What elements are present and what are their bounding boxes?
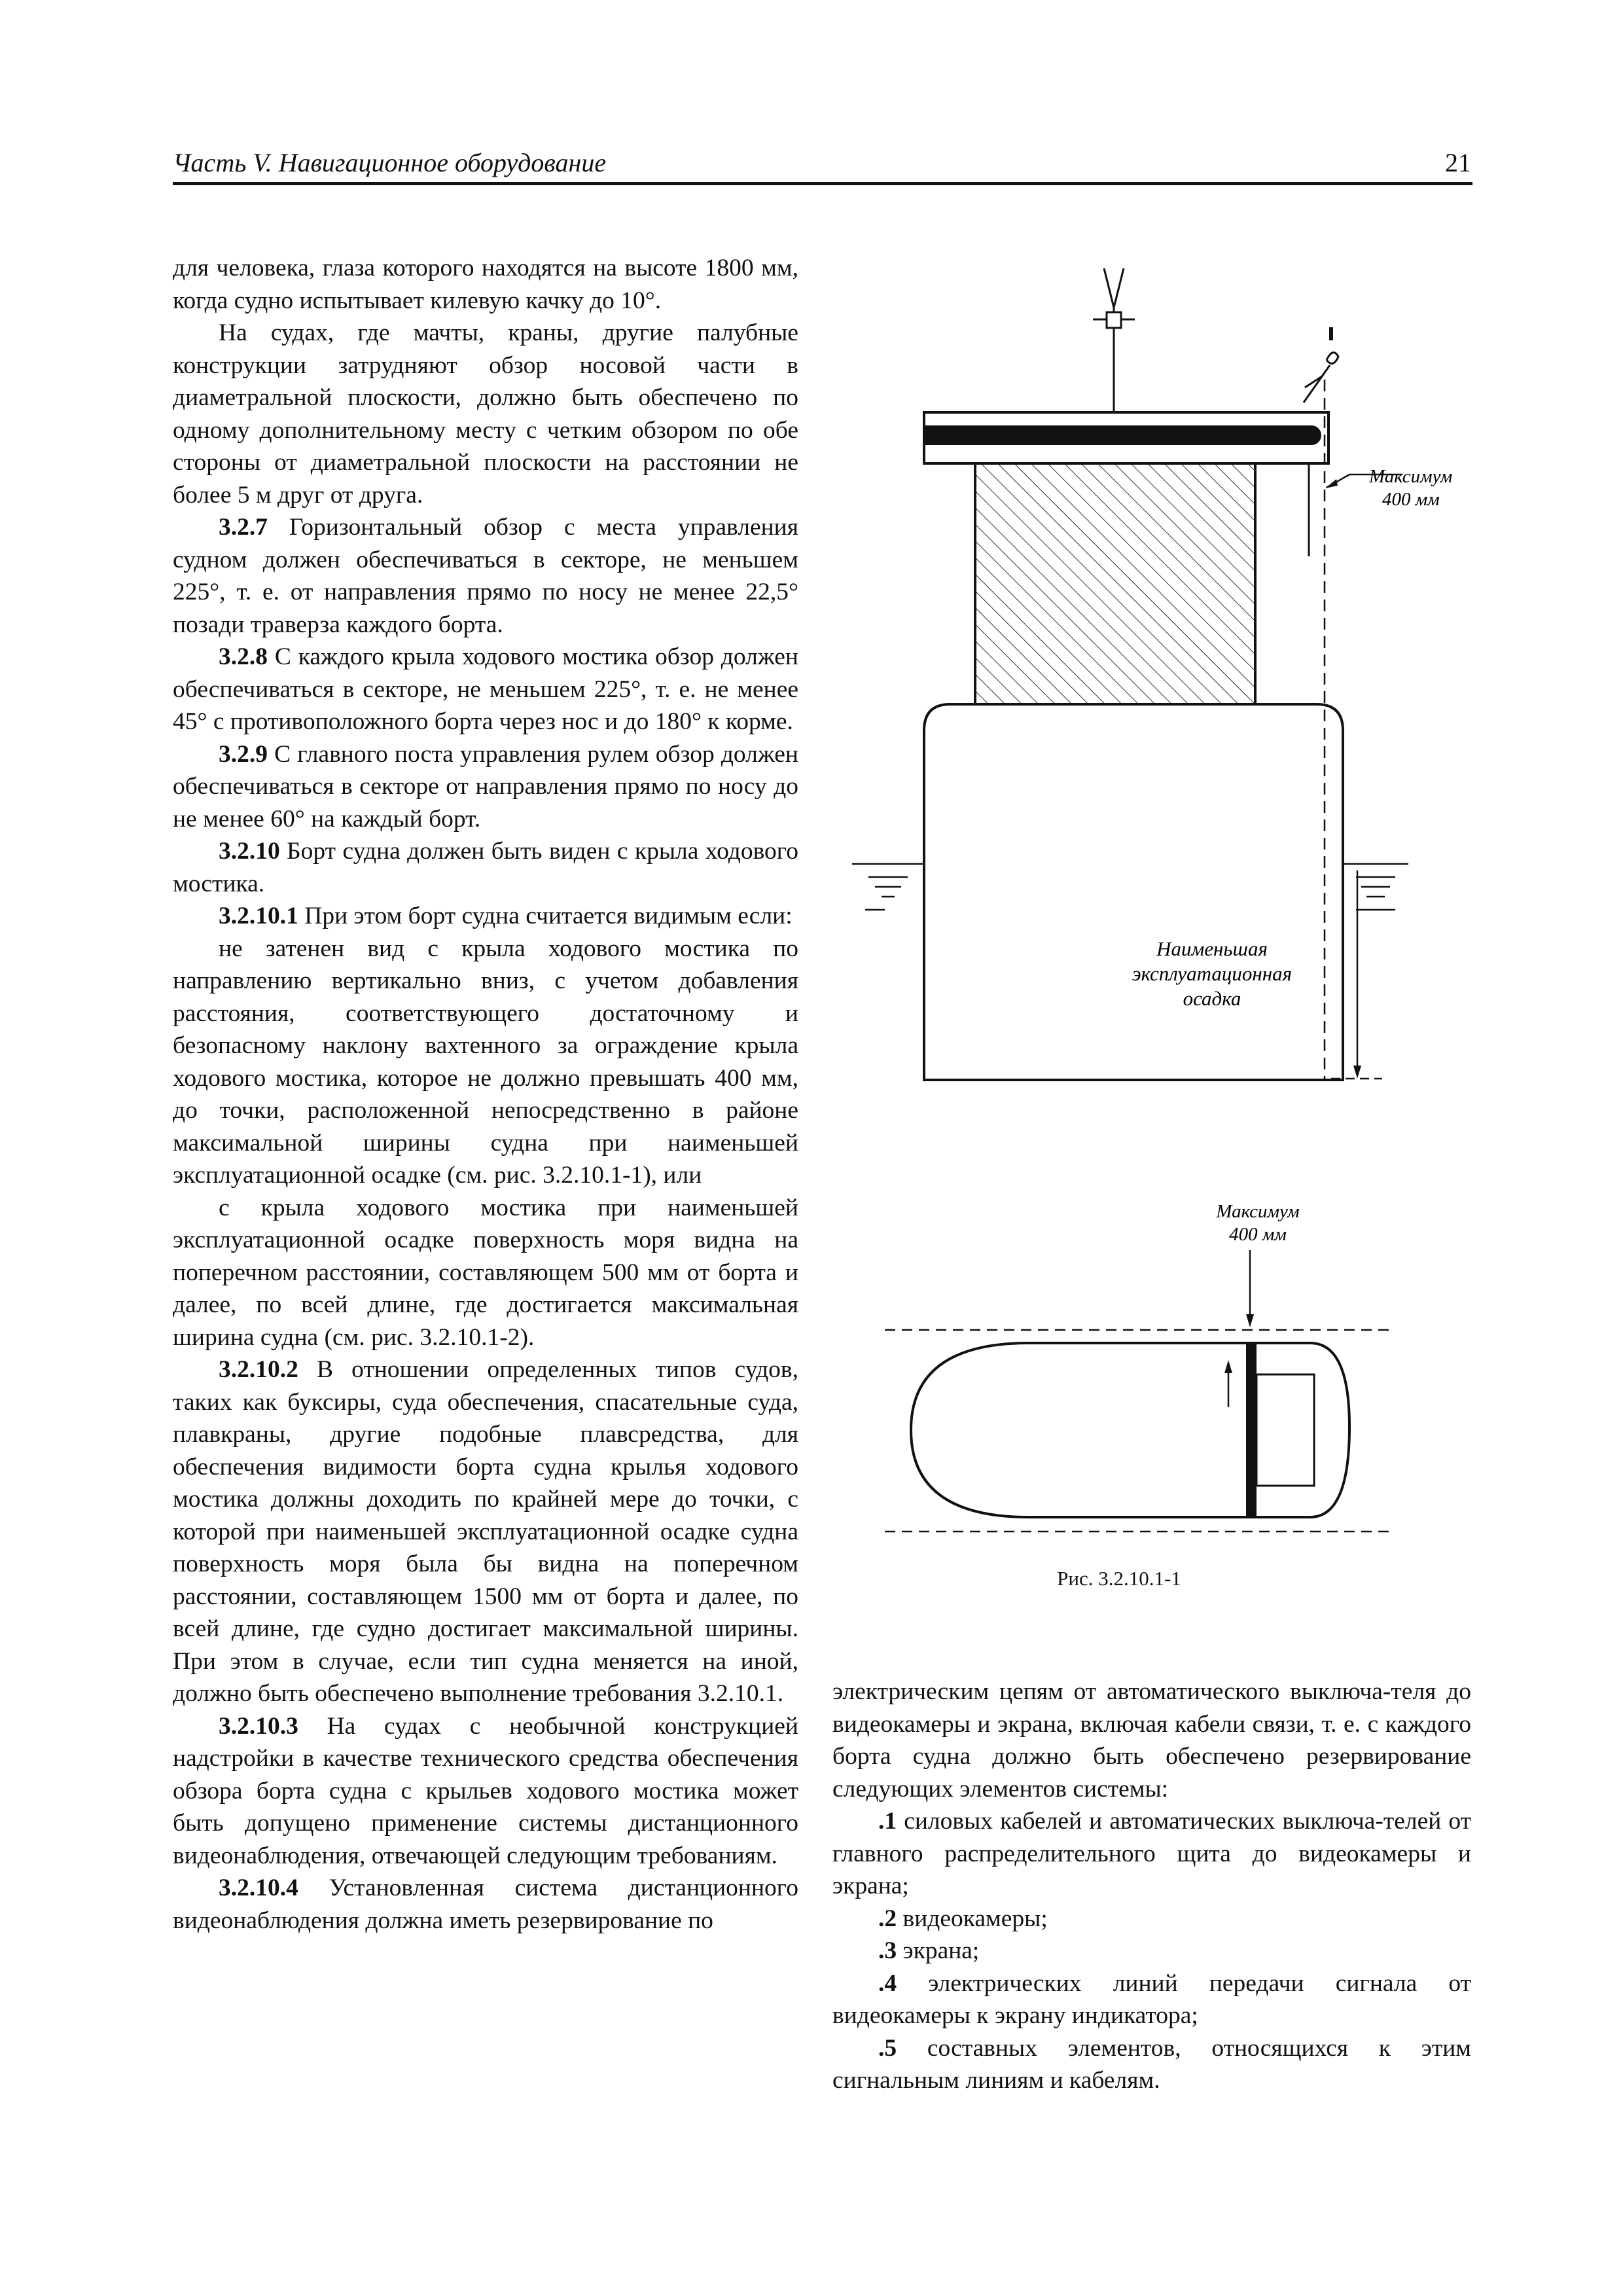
clause-number: 3.2.8	[219, 643, 268, 670]
paragraph: не затенен вид с крыла ходового мостика по направлению вертикально вниз, с учетом добавления расстояния, соответствующего достаточному и безопасному наклону вахтенного за ограждение крыла ходового мостика, которое не должно превышать 400 мм, до точки, расположенной непосредственно в районе максимальной ширины судна при наименьшей эксплуатационной осадке (см. рис. 3.2.10.1-1), или	[173, 935, 798, 1189]
clause-3-2-10-4: 3.2.10.4 Установленная система дистанционного видеонаблюдения должна иметь резервирование по	[173, 1874, 798, 1934]
list-item: .4 электрических линий передачи сигнала от видеокамеры к экрану индикатора;	[832, 1969, 1471, 2029]
figure-bridge-wing-visibility	[832, 249, 1474, 1571]
figure-caption: Рис. 3.2.10.1-1	[1057, 1567, 1181, 1590]
clause-number: 3.2.10.1	[219, 903, 298, 929]
clause-number: 3.2.10	[219, 838, 280, 865]
clause-3-2-9: 3.2.9 С главного поста управления рулем обзор должен обеспечиваться в секторе от направления прямо по носу до не менее 60° на каждый борт.	[173, 740, 798, 833]
paragraph: с крыла ходового мостика при наименьшей эксплуатационной осадке поверхность моря видна на поперечном расстоянии, составляющем 500 мм от борта и далее, по всей длине, где достигается максимальная ширина судна (см. рис. 3.2.10.1-2).	[173, 1194, 798, 1351]
right-column	[832, 1676, 1471, 2097]
side-view-drawing	[852, 268, 1452, 1080]
paragraph: электрическим цепям от автоматического выключа-теля до видеокамеры и экрана, включая кабели связи, т. е. с каждого борта судна должно быть обеспечено резервирование следующих элементов системы:	[832, 1678, 1471, 1803]
list-item: .3 экрана;	[878, 1937, 980, 1964]
list-number: .2	[878, 1905, 897, 1932]
clause-3-2-8: 3.2.8 С каждого крыла ходового мостика обзор должен обеспечиваться в секторе, не меньшем 225°, т. е. не менее 45° с противоположного борта через нос и до 180° к корме.	[173, 643, 798, 735]
label-draft-2: эксплуатационная	[1132, 962, 1293, 985]
label-draft-3: осадка	[1183, 987, 1241, 1010]
label-draft-1: Наименьшая	[1156, 937, 1268, 960]
clause-number: 3.2.10.3	[219, 1712, 298, 1740]
list-item: .2 видеокамеры;	[878, 1905, 1048, 1932]
clause-3-2-10: 3.2.10 Борт судна должен быть виден с крыла ходового мостика.	[173, 838, 798, 897]
plan-view-drawing	[885, 1201, 1395, 1532]
clause-3-2-10-3: 3.2.10.3 На судах с необычной конструкцией надстройки в качестве технического средства обеспечения обзора борта судна с крыльев ходового мостика может быть допущено применение системы дистанционного видеонаблюдения, отвечающей следующим требованиям.	[173, 1712, 798, 1869]
label-max-400-bottom-value: 400 мм	[1229, 1224, 1287, 1245]
clause-number: 3.2.9	[219, 740, 268, 768]
list-item: .5 составных элементов, относящихся к этим сигнальным линиям и кабелям.	[832, 2034, 1471, 2094]
left-column	[173, 252, 798, 1937]
list-number: .5	[878, 2034, 897, 2062]
page-number: 21	[1445, 148, 1471, 177]
clause-3-2-10-1: 3.2.10.1 При этом борт судна считается видимым если:	[219, 903, 793, 929]
clause-3-2-7: 3.2.7 Горизонтальный обзор с места управления судном должен обеспечиваться в секторе, не меньшем 225°, т. е. от направления прямо по носу не менее 22,5° позади траверза каждого борта.	[173, 514, 798, 638]
header-title: Часть V. Навигационное оборудование	[173, 148, 607, 177]
clause-3-2-10-2: 3.2.10.2 В отношении определенных типов судов, таких как буксиры, суда обеспечения, спасательные суда, плавкраны, другие подобные плавсредства, для обеспечения видимости борта судна крылья ходового мостика должны доходить по крайней мере до точки, с которой при наименьшей эксплуатационной осадке судна поверхность моря была бы видна на поперечном расстоянии, составляющем 1500 мм от борта и далее, по всей длине, где судно достигает максимальной ширины. При этом в случае, если тип судна меняется на иной, должно быть обеспечено выполнение требования 3.2.10.1.	[173, 1356, 798, 1707]
clause-number: 3.2.10.4	[219, 1874, 298, 1901]
clause-number: 3.2.10.2	[219, 1356, 298, 1383]
label-max-400-top-value: 400 мм	[1382, 489, 1440, 510]
running-header	[173, 145, 1472, 185]
paragraph: На судах, где мачты, краны, другие палубные конструкции затрудняют обзор носовой части в диаметральной плоскости, должно быть обеспечено по одному дополнительному месту с четким обзором по обе стороны от диаметральной плоскости на расстоянии не более 5 м друг от друга.	[173, 319, 798, 509]
list-number: .3	[878, 1937, 897, 1964]
label-max-400-top: Максимум	[1369, 466, 1453, 487]
paragraph: для человека, глаза которого находятся на высоте 1800 мм, когда судно испытывает килевую качку до 10°.	[173, 255, 798, 314]
list-number: .4	[878, 1969, 897, 1997]
clause-number: 3.2.7	[219, 514, 268, 541]
list-item: .1 силовых кабелей и автоматических выключа-телей от главного распределительного щита до видеокамеры и экрана;	[832, 1808, 1471, 1899]
label-max-400-bottom: Максимум	[1216, 1201, 1300, 1222]
list-number: .1	[878, 1808, 897, 1835]
